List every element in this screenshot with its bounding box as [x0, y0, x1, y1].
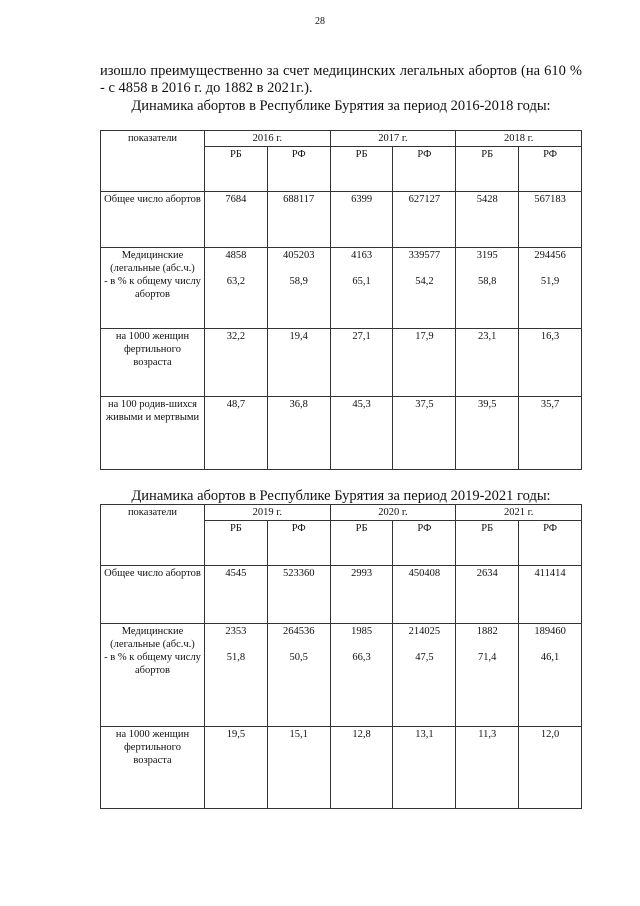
cell: 1882 71,4 — [456, 624, 519, 727]
cell: 627127 — [393, 192, 456, 248]
table-row — [101, 624, 582, 727]
cell: 6399 — [330, 192, 393, 248]
year-header: 2021 г. — [456, 505, 582, 521]
cell: 688117 — [267, 192, 330, 248]
cell: 264536 50,5 — [267, 624, 330, 727]
cell: 11,3 — [456, 727, 519, 809]
cell: 4545 — [205, 566, 268, 624]
cell: 27,1 — [330, 329, 393, 397]
row-label: Общее число абортов — [101, 566, 205, 624]
sub-header: РБ — [205, 147, 268, 192]
sub-header: РБ — [456, 521, 519, 566]
cell: 35,7 — [519, 397, 582, 470]
cell: 45,3 — [330, 397, 393, 470]
table-row — [101, 329, 582, 397]
year-header: 2020 г. — [330, 505, 456, 521]
sub-header: РФ — [267, 147, 330, 192]
cell: 339577 54,2 — [393, 248, 456, 329]
cell: 567183 — [519, 192, 582, 248]
cell: 15,1 — [267, 727, 330, 809]
row-label: Общее число абортов — [101, 192, 205, 248]
column-label: показатели — [101, 131, 205, 192]
cell: 5428 — [456, 192, 519, 248]
cell: 36,8 — [267, 397, 330, 470]
cell: 523360 — [267, 566, 330, 624]
table-row — [101, 192, 582, 248]
table-2016-2018 — [100, 130, 582, 470]
cell: 2993 — [330, 566, 393, 624]
table2-heading: Динамика абортов в Республике Бурятия за период 2019-2021 годы: — [131, 488, 551, 504]
cell: 13,1 — [393, 727, 456, 809]
cell: 12,8 — [330, 727, 393, 809]
sub-header: РФ — [267, 521, 330, 566]
cell: 411414 — [519, 566, 582, 624]
cell: 214025 47,5 — [393, 624, 456, 727]
sub-header: РБ — [205, 521, 268, 566]
cell: 32,2 — [205, 329, 268, 397]
table-row — [101, 566, 582, 624]
table-2019-2021 — [100, 504, 582, 809]
sub-header: РФ — [519, 147, 582, 192]
row-label: Медицинские (легальные (абс.ч.) - в % к общему числу абортов — [101, 248, 205, 329]
sub-header: РБ — [330, 521, 393, 566]
year-header: 2016 г. — [205, 131, 331, 147]
table-row — [101, 397, 582, 470]
cell: 7684 — [205, 192, 268, 248]
sub-header: РБ — [330, 147, 393, 192]
cell: 294456 51,9 — [519, 248, 582, 329]
cell: 405203 58,9 — [267, 248, 330, 329]
column-label: показатели — [101, 505, 205, 566]
cell: 4163 65,1 — [330, 248, 393, 329]
row-label: на 100 родив-шихся живыми и мертвыми — [101, 397, 205, 470]
sub-header: РФ — [393, 521, 456, 566]
cell: 23,1 — [456, 329, 519, 397]
year-header: 2019 г. — [205, 505, 331, 521]
cell: 2353 51,8 — [205, 624, 268, 727]
cell: 189460 46,1 — [519, 624, 582, 727]
cell: 4858 63,2 — [205, 248, 268, 329]
cell: 37,5 — [393, 397, 456, 470]
cell: 16,3 — [519, 329, 582, 397]
sub-header: РФ — [393, 147, 456, 192]
page-number: 28 — [315, 16, 325, 27]
row-label: Медицинские (легальные (абс.ч.) - в % к общему числу абортов — [101, 624, 205, 727]
sub-header: РБ — [456, 147, 519, 192]
cell: 3195 58,8 — [456, 248, 519, 329]
year-header: 2017 г. — [330, 131, 456, 147]
cell: 39,5 — [456, 397, 519, 470]
intro-text: изошло преимущественно за счет медицинских легальных абортов (на 610 % - с 4858 в 2016 г. до 1882 в 2021г.). — [100, 63, 582, 96]
cell: 12,0 — [519, 727, 582, 809]
table-row — [101, 727, 582, 809]
year-header: 2018 г. — [456, 131, 582, 147]
table1-heading: Динамика абортов в Республике Бурятия за период 2016-2018 годы: — [131, 98, 551, 114]
cell: 2634 — [456, 566, 519, 624]
cell: 17,9 — [393, 329, 456, 397]
row-label: на 1000 женщин фертильного возраста — [101, 329, 205, 397]
table-row — [101, 248, 582, 329]
cell: 450408 — [393, 566, 456, 624]
cell: 19,5 — [205, 727, 268, 809]
row-label: на 1000 женщин фертильного возраста — [101, 727, 205, 809]
sub-header: РФ — [519, 521, 582, 566]
cell: 19,4 — [267, 329, 330, 397]
intro-paragraph — [100, 63, 582, 97]
cell: 48,7 — [205, 397, 268, 470]
cell: 1985 66,3 — [330, 624, 393, 727]
